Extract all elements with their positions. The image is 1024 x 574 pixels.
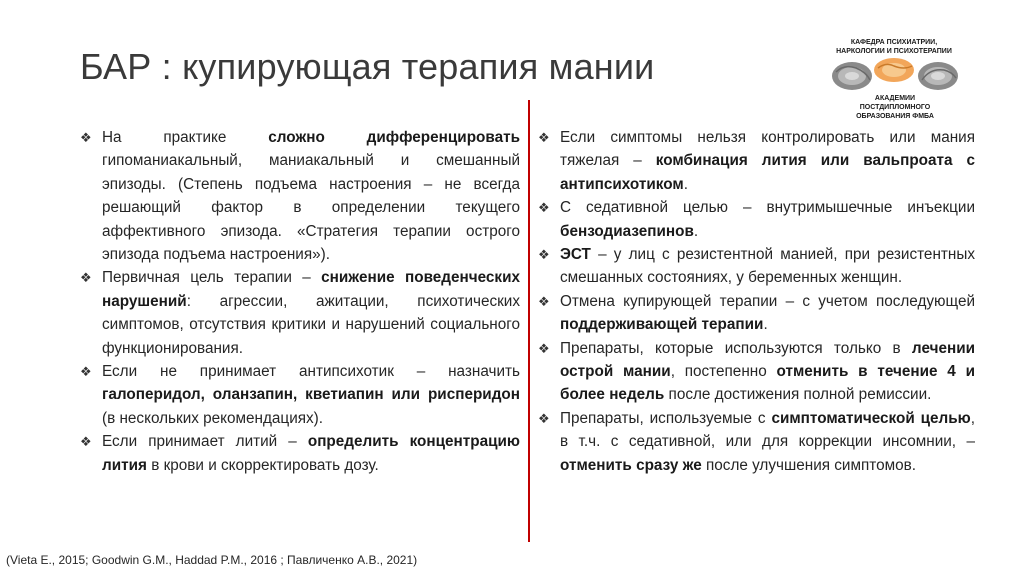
- body-text: после достижения полной ремиссии.: [664, 386, 932, 404]
- body-text: С седативной целью – внутримышечные инъекции: [560, 199, 975, 217]
- bullet-item: [538, 243, 975, 290]
- diamond-bullet-icon: ❖: [80, 270, 92, 286]
- emphasis-text: определить концентрацию лития: [102, 433, 520, 474]
- emphasis-text: ЭСТ: [560, 246, 591, 264]
- diamond-bullet-icon: ❖: [538, 247, 550, 263]
- body-text: , в т.ч. с седативной, или для коррекции инсомнии, –: [560, 409, 975, 451]
- bullet-item: [538, 196, 975, 243]
- body-text: На практике: [102, 129, 269, 146]
- diamond-bullet-icon: ❖: [538, 340, 550, 356]
- emphasis-text: комбинация лития или вальпроата с антипсихотиком: [560, 152, 976, 193]
- bullet-item: [80, 266, 520, 360]
- logo-top-text: КАФЕДРА ПСИХИАТРИИ, НАРКОЛОГИИ И ПСИХОТЕРАПИИ: [836, 39, 952, 55]
- bullet-item: [80, 430, 520, 477]
- body-text: в крови и скорректировать дозу.: [146, 456, 379, 474]
- body-text: Препараты, которые используются только в: [560, 339, 912, 357]
- diamond-bullet-icon: ❖: [80, 364, 92, 380]
- bullet-item: [80, 126, 520, 266]
- body-text: Первичная цель терапии –: [102, 269, 322, 287]
- body-text: Если принимает литий –: [102, 433, 308, 451]
- right-column: [538, 126, 975, 477]
- bullet-item: [538, 337, 975, 407]
- diamond-bullet-icon: ❖: [80, 130, 92, 145]
- bullet-item: [538, 290, 975, 337]
- emphasis-text: отменить сразу же: [560, 456, 702, 474]
- body-text: после улучшения симптомов.: [701, 456, 917, 474]
- diamond-bullet-icon: ❖: [538, 293, 550, 309]
- body-text: гипоманиакальный, маниакальный и смешанный эпизоды. (Степень подъема настроения – не всегда решающий фактор в определении текущего аффективного эпизода. «Стратегия терапии острого эпизода подъема настроения»).: [102, 152, 520, 264]
- diamond-bullet-icon: ❖: [80, 434, 92, 450]
- column-divider: [528, 100, 530, 542]
- emphasis-text: лечении острой мании: [560, 339, 975, 381]
- body-text: .: [763, 316, 768, 334]
- bullet-item: [538, 407, 975, 477]
- emphasis-text: снижение поведенческих нарушений: [102, 269, 521, 310]
- body-text: .: [683, 175, 688, 193]
- emphasis-text: поддерживающей терапии: [560, 316, 764, 334]
- body-text: (в нескольких рекомендациях).: [102, 409, 324, 427]
- emphasis-text: отменить в течение 4 и более недель: [560, 363, 975, 404]
- bullet-item: [80, 360, 520, 430]
- body-text: , постепенно: [670, 363, 777, 381]
- emphasis-text: бензодиазепинов: [560, 222, 694, 240]
- diamond-bullet-icon: ❖: [538, 130, 550, 145]
- body-text: Препараты, используемые с: [560, 409, 772, 427]
- slide-title: БАР : купирующая терапия мании: [80, 46, 655, 87]
- emphasis-text: галоперидол, оланзапин, кветиапин или рисперидон: [102, 386, 520, 404]
- left-column: [80, 126, 520, 477]
- emphasis-text: симптоматической целью: [771, 409, 971, 427]
- body-text: .: [693, 222, 699, 240]
- department-logo: [826, 36, 962, 120]
- body-text: – у лиц с резистентной манией, при резистентных смешанных состояниях, у беременных женщин.: [560, 246, 975, 287]
- body-text: Отмена купирующей терапии – с учетом последующей: [560, 292, 975, 310]
- diamond-bullet-icon: ❖: [538, 410, 550, 426]
- diamond-bullet-icon: ❖: [538, 200, 550, 216]
- emphasis-text: сложно дифференцировать: [268, 129, 520, 146]
- body-text: Если симптомы нельзя контролировать или мания тяжелая –: [560, 129, 975, 170]
- logo-bottom-text: АКАДЕМИИ ПОСТДИПЛОМНОГО ОБРАЗОВАНИЯ ФМБА: [856, 95, 934, 120]
- body-text: : агрессии, ажитации, психотических симптомов, отсутствия критики и нарушений социального функционирования.: [102, 292, 520, 357]
- references-footer: (Vieta E., 2015; Goodwin G.M., Haddad P.M., 2016 ; Павличенко А.В., 2021): [6, 553, 418, 567]
- body-text: Если не принимает антипсихотик – назначить: [102, 363, 520, 381]
- bullet-item: [538, 126, 975, 196]
